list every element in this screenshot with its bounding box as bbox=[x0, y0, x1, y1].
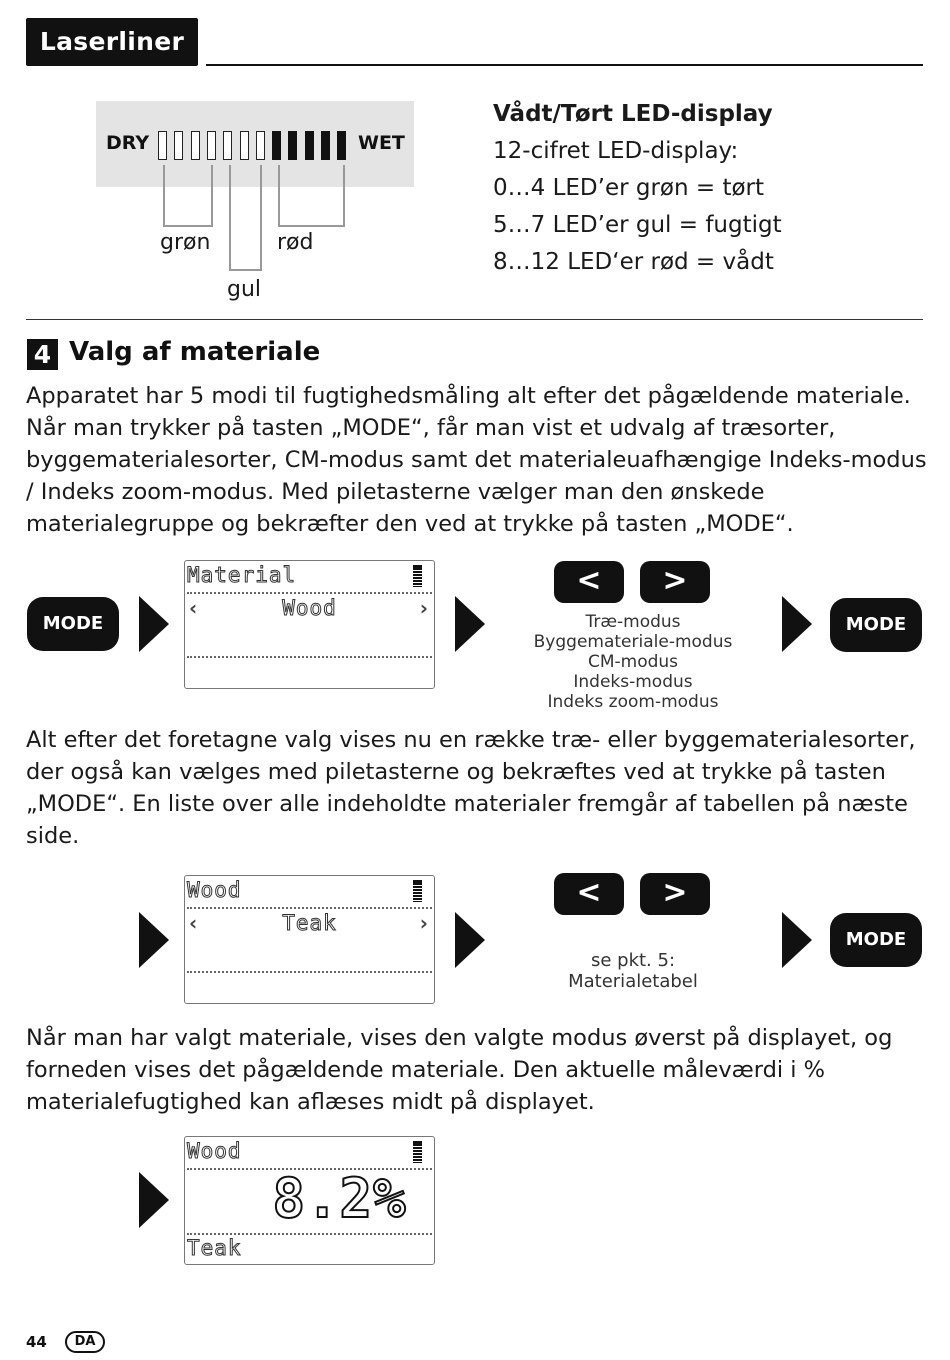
lcd-material-select bbox=[184, 560, 435, 689]
led-description bbox=[493, 96, 782, 281]
yellow-caption: gul bbox=[227, 277, 262, 302]
flow-arrow-icon bbox=[139, 912, 169, 968]
flow-arrow-icon bbox=[139, 596, 169, 652]
section-number: 4 bbox=[27, 339, 58, 370]
lcd-header: Material bbox=[187, 563, 297, 587]
led-segment bbox=[174, 131, 183, 160]
note-line: se pkt. 5: bbox=[590, 950, 676, 971]
lcd-value: Wood bbox=[282, 596, 337, 620]
led-segment bbox=[240, 131, 249, 160]
flow-arrow-icon bbox=[455, 596, 485, 652]
lcd-wood-select bbox=[184, 875, 435, 1004]
led-description-line: 5…7 LED’er gul = fugtigt bbox=[493, 212, 782, 238]
flow-arrow-icon bbox=[782, 912, 812, 968]
mode-list-item: Indeks-modus bbox=[573, 672, 693, 692]
section-divider bbox=[26, 319, 923, 320]
led-segment bbox=[321, 131, 330, 160]
lcd-left-chevron-icon: ‹ bbox=[189, 911, 198, 935]
right-arrow-key: > bbox=[640, 561, 710, 603]
flow-arrow-icon bbox=[782, 596, 812, 652]
flow-arrow-icon bbox=[139, 1172, 169, 1228]
led-segment bbox=[256, 131, 265, 160]
section-title: Valg af materiale bbox=[69, 337, 321, 367]
lcd-divider bbox=[187, 971, 432, 973]
mode-list-item: CM-modus bbox=[587, 652, 679, 672]
lcd-header: Wood bbox=[187, 1139, 242, 1163]
led-description-line: 8…12 LED‘er rød = vådt bbox=[493, 249, 774, 275]
mode-list bbox=[520, 612, 746, 712]
led-description-title: Vådt/Tørt LED-display bbox=[493, 101, 773, 127]
led-segment bbox=[207, 131, 216, 160]
flow-arrow-icon bbox=[455, 912, 485, 968]
mode-list-item: Indeks zoom-modus bbox=[547, 692, 719, 712]
language-badge: DA bbox=[65, 1331, 105, 1353]
led-segment bbox=[337, 131, 346, 160]
battery-icon bbox=[413, 1141, 422, 1163]
lcd-divider bbox=[187, 1233, 432, 1235]
lcd-right-chevron-icon: › bbox=[419, 911, 428, 935]
lcd-divider bbox=[187, 907, 432, 909]
battery-icon bbox=[413, 880, 422, 902]
paragraph-selection: Alt efter det foretagne valg vises nu en række træ- eller byggematerialesorter, der også kan vælges med piletasterne og bekræftes ved at trykke på tasten „MODE“. En liste over alle indeholdte materialer fremgår af tabellen på næste side. bbox=[26, 727, 916, 849]
led-segment bbox=[158, 131, 167, 160]
page-number: 44 bbox=[26, 1333, 47, 1351]
yellow-bracket bbox=[229, 165, 262, 271]
red-caption: rød bbox=[277, 230, 314, 255]
mode-button: MODE bbox=[830, 913, 922, 967]
led-segment bbox=[191, 131, 200, 160]
lcd-reading: 8.2% bbox=[272, 1167, 407, 1230]
header-rule bbox=[206, 64, 923, 66]
lcd-header: Wood bbox=[187, 878, 242, 902]
lcd-material: Teak bbox=[187, 1236, 242, 1260]
led-segment bbox=[223, 131, 232, 160]
green-caption: grøn bbox=[160, 230, 211, 255]
lcd-value: Teak bbox=[282, 911, 337, 935]
mode-button: MODE bbox=[27, 597, 119, 651]
laserliner-logo: Laserliner bbox=[26, 18, 198, 66]
note-line: Materialetabel bbox=[568, 971, 698, 992]
green-bracket bbox=[163, 165, 213, 227]
lcd-left-chevron-icon: ‹ bbox=[189, 596, 198, 620]
led-segment bbox=[305, 131, 314, 160]
mode-list-item: Byggemateriale-modus bbox=[533, 632, 733, 652]
lcd-measurement bbox=[184, 1136, 435, 1265]
material-table-note bbox=[520, 950, 746, 992]
left-arrow-key: < bbox=[554, 873, 624, 915]
right-arrow-key: > bbox=[640, 873, 710, 915]
lcd-divider bbox=[187, 592, 432, 594]
mode-button: MODE bbox=[830, 598, 922, 652]
lcd-right-chevron-icon: › bbox=[419, 596, 428, 620]
mode-list-item: Træ-modus bbox=[585, 612, 681, 632]
lcd-divider bbox=[187, 656, 432, 658]
dry-label: DRY bbox=[106, 132, 150, 154]
led-description-line: 12-cifret LED-display: bbox=[493, 138, 739, 164]
paragraph-reading: Når man har valgt materiale, vises den valgte modus øverst på displayet, og forneden vises det pågældende materiale. Den aktuelle måleværdi i % materialefugtighed kan aflæses midt på displayet. bbox=[26, 1025, 893, 1115]
battery-icon bbox=[413, 565, 422, 587]
led-segment bbox=[272, 131, 281, 160]
left-arrow-key: < bbox=[554, 561, 624, 603]
led-segment bbox=[288, 131, 297, 160]
wet-label: WET bbox=[358, 132, 405, 154]
paragraph-intro: Apparatet har 5 modi til fugtighedsmåling alt efter det pågældende materiale. Når man trykker på tasten „MODE“, får man vist et udvalg af træsorter, byggematerialesorter, CM-modus samt det materialeuafhængige Indeks-modus / Indeks zoom-modus. Med piletasterne vælger man den ønskede materialegruppe og bekræfter den ved at trykke på tasten „MODE“. bbox=[26, 383, 927, 537]
led-description-line: 0…4 LED’er grøn = tørt bbox=[493, 175, 765, 201]
red-bracket bbox=[278, 165, 345, 227]
